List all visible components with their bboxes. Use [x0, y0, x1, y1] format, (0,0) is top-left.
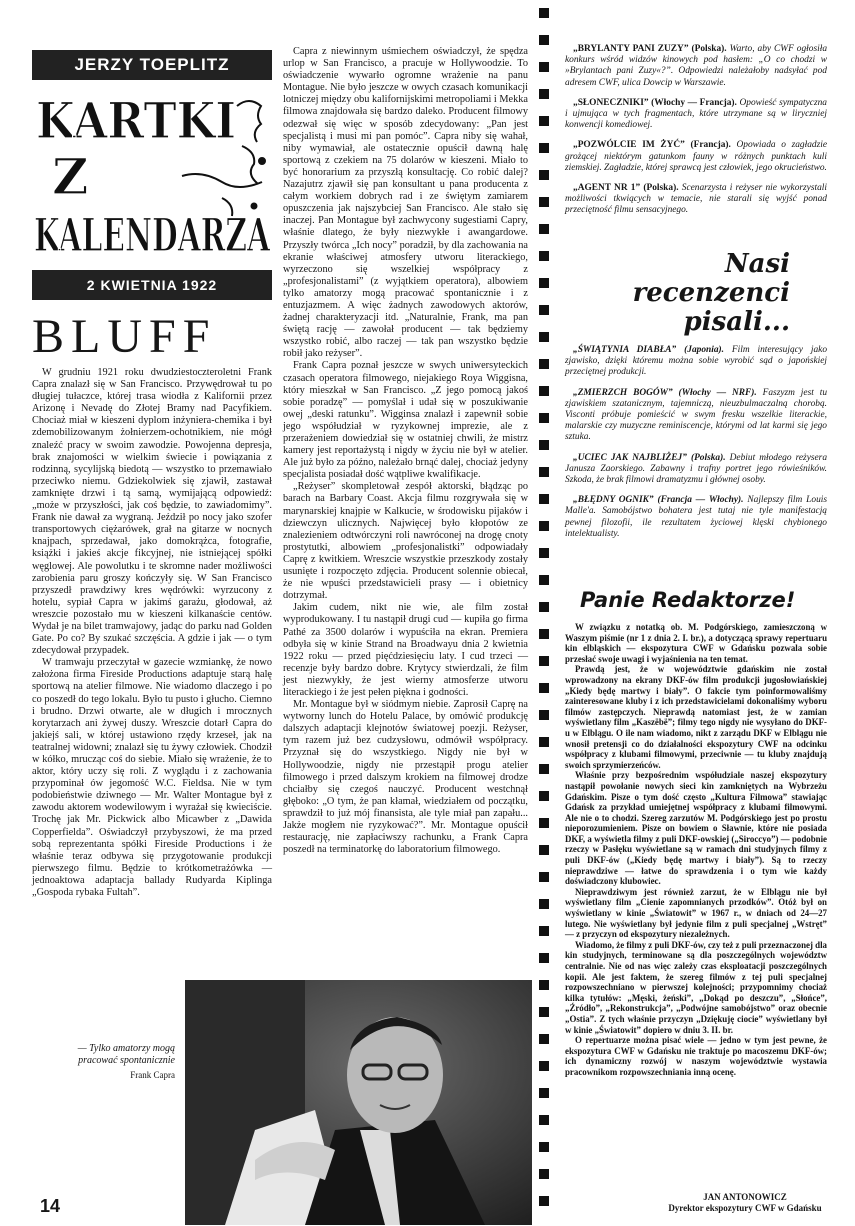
headline: BLUFF — [32, 310, 217, 363]
column-logo — [32, 86, 272, 262]
film-strip-hole — [539, 1169, 549, 1179]
film-strip-hole — [539, 629, 549, 639]
review-text: Warto, aby CWF ogłosiła konkurs wśród widzów kinowych pod hasłem: „O co chodzi w »Brylantach pani Zuzy«?”. Odpowiedzi należałoby nadsyłać pod adresem CWF, ulica Dowcip w Warszawie. — [565, 44, 828, 88]
letter-body — [565, 622, 827, 1078]
reviews-bottom-list — [565, 345, 827, 549]
caption-quote: — Tylko amatorzy mogą pracować spontanicznie — [77, 1043, 175, 1066]
photo-illustration — [185, 980, 532, 1225]
letter-heading: Panie Redaktorze! — [580, 588, 796, 612]
film-strip-hole — [539, 359, 549, 369]
film-strip-hole — [539, 143, 549, 153]
film-strip-hole — [539, 332, 549, 342]
review-title: „SŁONECZNIKI” (Włochy — Francja). — [573, 97, 737, 108]
film-strip-hole — [539, 683, 549, 693]
review-title: „AGENT NR 1” (Polska). — [573, 183, 679, 194]
film-strip-hole — [539, 1034, 549, 1044]
photo-caption — [40, 1043, 175, 1081]
author-byline: JERZY TOEPLITZ — [32, 50, 272, 80]
film-strip-hole — [539, 1007, 549, 1017]
film-strip-hole — [539, 764, 549, 774]
article-paragraph: Frank Capra poznał jeszcze w swych uniwersyteckich czasach operatora filmowego, niejakiego Roya Wiggisna, który mieszkał w San Francisco. „Z jego pomocą jakoś sobie poradzę” — pomyślał i udał się w poszukiwanie owej „deski ratunku”. Wigginsa znalazł i zapewnił sobie jego współudział w ryzykownej imprezie, ale z przerażeniem dowiedział się w ostatniej chwili, że mistrz kamery jest reportażystą i nigdy w życiu nie był w atelier. Ale już było za późno, należało brnąć dalej, chociaż jedyny specjalista posiadał dość wątpliwe kwalifikacje. — [283, 360, 529, 481]
film-strip-hole — [539, 1142, 549, 1152]
review-title: „ZMIERZCH BOGÓW” (Włochy — NRF). — [573, 387, 757, 398]
logo-word-2: Z — [52, 147, 89, 206]
film-strip-hole — [539, 791, 549, 801]
film-strip-hole — [539, 548, 549, 558]
review-item — [565, 183, 827, 217]
letter-paragraph: Prawdą jest, że w województwie gdańskim nie został wprowadzony na ekrany DKF-ów film produkcji jugosłowiańskiej „Kiedy będę martwy i biały”. O fakcie tym poinformowaliśmy zainteresowane kluby i z ich przedstawicielami dokonaliśmy wyboru filmów zastępczych. Nieprawdą natomiast jest, że w zamian wyświetlany film „Kaszëbë”; filmy tego nigdy nie wysyłano do DKF-u w Elblągu. O ile nam wiadomo, nikt z zarządu DKF w Elblągu nie wnosił pretensji co do działalności ekspozytury CWF na odcinku współpracy z klubami filmowymi, przeciwnie — tu kluby znajdują swoich sprzymierzeńców. — [565, 664, 827, 770]
review-title: „BRYLANTY PANI ZUZY” (Polska). — [573, 44, 727, 54]
letter-paragraph: O repertuarze można pisać wiele — jedno w tym jest pewne, że ekspozytura CWF w Gdańsku nie traktuje po macoszemu DKF-ów; ich dynamiczny rozwój w naszym województwie wystawia pracownikom rozpowszechniania inną ocenę. — [565, 1035, 827, 1077]
letter-paragraph: Właśnie przy bezpośrednim współudziale naszej ekspozytury nastąpił powołanie nowych sieci kin zamkniętych na Wybrzeżu Gdańskim. Pisze o tym dość często „Kultura Filmowa” stawiając Gdańsk za przykład umiejętnej współpracy z klubami filmowymi. Ale nie o to chodzi. Szereg zarzutów M. Podgórskiego jest po prostu nieporozumieniem. Pisze on bowiem o Sławnie, które nie posiada DKF, a wyświetla filmy z puli DKF-owskiej („Siroccyo”) — podobnie rzeczy w Pasłęku wyświetlane są w ramach dni studyjnych filmy z puli DKF-ów („Kiedy będę martwy i biały”). Są to rzeczy nieprawdziwe — łatwe do sprawdzenia i o tym wie każdy doświadczony klubowiec. — [565, 770, 827, 887]
letter-paragraph: Nieprawdziwym jest również zarzut, że w Elblągu nie był wyświetlany film „Cienie zapomnianych przodków”. Otóż był on wyświetlany w kinie „Światowit” w 1967 r., w dniach od 24—27 lutego. Nie wyświetlany był jedynie film z puli specjalnej „Wstręt” — z przyczyn od ekspozytury niezależnych. — [565, 886, 827, 940]
article-paragraph: Capra z niewinnym uśmiechem oświadczył, że spędza urlop w San Francisco, a pracuje w Hollywoodzie. To oświadczenie wywarło ogromne wrażenie na panu Montague. Nie było jeszcze w owych czasach komunikacji lotniczej między obu kalifornijskimi metropoliami i Mekka filmowa znajdowała się bardzo daleko. Producent filmowy odezwał się więc w sposób zdecydowany: „Pan jest specjalistą i musi mi pan pomóc”. Capra niby się wahał, niby wymawiał, ale ostatecznie opuścił dawną halę sportową z czekiem na 75 dolarów w kieszeni. Miało to być honorarium za przyszłą konsultację. Co robić dalej? Nazajutrz zjawił się pan konsultant u pana producenta z całym workiem dobrych rad i ze świętym zamiarem opuszczenia jak najszybciej San Francisco. Ale stało się inaczej. Pan Montague był zachwycony sugestiami Capry, właśnie dlatego, że były niezwykłe i awangardowe. Przyszły twórca „Ich nocy” poradził, by dla zachowania na ekranie właściwej atmosfery utworu literackiego, wyrzeczono się wszelkiej współpracy z „profesjonalistami” (z wyjątkiem operatora), albowiem tylko amatorzy mogą pracować spontanicznie i z entuzjazmem. A więc żadnych zawodowych aktorów, żadnej charakteryzacji itd. „Naturalnie, Frank, ma pan świętą rację — zawołał producent — tak będziemy wszystko robić, albo raczej — tak pan wszystko będzie robił jako reżyser”. — [283, 46, 528, 360]
review-title: „POZWÓLCIE IM ŻYĆ” (Francja). — [573, 140, 731, 151]
page-number: 14 — [40, 1196, 61, 1216]
reviews-top-list — [565, 44, 827, 226]
letter-paragraph: W związku z notatką ob. M. Podgórskiego, zamieszczoną w Waszym piśmie (nr 1 z dnia 2. I. br.), a dotyczącą sprawy repertuaru kin elbląskich — ekspozytura CWF w Gdańsku pozwala sobie przesłać swoje uwagi i wyjaśnienia na ten temat. — [565, 622, 827, 664]
reviews-heading-line: recenzenci — [632, 278, 790, 308]
film-strip-hole — [539, 116, 549, 126]
letter-signature — [660, 1192, 830, 1214]
article-paragraph: Jakim cudem, nikt nie wie, ale film został wyprodukowany. I tu nastąpił drugi cud — kupiła go firma Pathé za 3500 dolarów i wypuściła na ekran. Premiera odbyła się w kinie Strand na Broadwayu dnia 2 kwietnia 1922 roku — przed pięćdziesięciu laty. I cud trzeci — recenzje były bardzo dobre. Krytycy stwierdzali, że film jest niezwykły, że jest wierny atmosferze utworu literackiego i że jest pełen piękna i godności. — [283, 602, 528, 698]
letter-paragraph: Wiadomo, że filmy z puli DKF-ów, czy też z puli przeznaczonej dla kin studyjnych, terminowane są dla poszczególnych województw centralnie. Nie od nas więc zależy czas eksploatacji poszczególnych kopii. Ale jest faktem, że szereg filmów z tej puli specjalnej rozpowszechniano w pierwszej kolejności; przypomnimy chociaż kilka tytułów: „Męski, żeński”, „Dokąd po deszczu”, „Słońce”, „Źródło”, „Rekonstrukcja”, „Podwójne samobójstwo” oraz obecnie „Ostia”. Z tych właśnie przyczyn „Dziękuję ciocie” wyświetlany był w kinie „Światowit” dopiero w dniu 3. II. br. — [565, 939, 827, 1035]
film-strip-hole — [539, 1196, 549, 1206]
review-title: „ŚWIĄTYNIA DIABŁA” (Japonia). — [573, 345, 724, 355]
article-paragraph: Mr. Montague był w siódmym niebie. Zaprosił Caprę na wytworny lunch do Hotelu Palace, by omówić produkcję dalszych adaptacji klejnotów światowej poezji. Reżyser, tym razem już bez cudzysłowu, odmówił współpracy. Przyznał się do wszystkiego. Nigdy nie był w Hollywoodzie, nigdy nie przestąpił progu atelier filmowego i przed dalszym krokiem na filmowej drodze chciałby się czegoś nauczyć. Producent westchnął głęboko: „O tym, że pan kłamał, wiedziałem od początku, sprawdził to już mój finansista, ale tyle miał pan zapału... Jakże mogłem nie ryzykować?”. Mr. Montague opuścił restaurację, nie zapłaciwszy rachunku, a Frank Capra poszedł na terminatorkę do laboratorium filmowego. — [283, 699, 528, 856]
review-title: „BŁĘDNY OGNIK” (Francja — Włochy). — [573, 495, 744, 506]
reviews-heading-line: Nasi — [724, 249, 790, 279]
film-strip-hole — [539, 170, 549, 180]
logo-word-3: KALENDARZA — [34, 208, 271, 262]
article-paragraph: „Reżyser” skompletował zespół aktorski, błądząc po barach na Barbary Coast. Akcja filmu rozgrywała się w marynarskiej knajpie w Kalkucie, w środowisku pijaków i dziewczyn ulicznych. Najwięcej było kłopotów ze znalezieniem odtwórczyni roli nawróconej na drogę cnoty prostytutki, albowiem „profesjonalistki” odpowiadały Caprę z kwitkiem. Wreszcie wszystkie przeszkody zostały usunięte i rozpoczęto zdjęcia. Producent solennie obiecał, że nie wpuści przedstawicieli prasy — i obietnicy dotrzymał. — [283, 481, 528, 602]
signature-name: JAN ANTONOWICZ — [703, 1192, 787, 1202]
date-banner: 2 KWIETNIA 1922 — [32, 270, 272, 300]
reviews-heading — [600, 250, 790, 337]
photo-frank-capra — [185, 980, 532, 1225]
review-item — [565, 345, 827, 379]
article-column-1 — [32, 367, 272, 899]
review-item — [565, 98, 827, 132]
film-strip-hole — [539, 710, 549, 720]
film-strip-hole — [539, 656, 549, 666]
film-strip-hole — [539, 575, 549, 585]
review-item — [565, 453, 827, 487]
review-item — [565, 495, 827, 540]
review-text: Najlepszy film Louis Malle'a. Samobójstwo bohatera jest tutaj nie tyle manifestacją pewnej filozofii, ile rezultatem życiowej klęski chybionego intelektualisty. — [565, 495, 828, 539]
review-text: Debiut młodego reżysera Janusza Zaorskiego. Zabawny i trafny portret jego rówieśników. Szkoda, że brak filmowi dramatyzmu i głównej osoby. — [565, 452, 828, 486]
logo-word-1: KARTKI — [36, 91, 236, 150]
article-paragraph: W tramwaju przeczytał w gazecie wzmiankę, że nowo założona firma Fireside Productions adaptuje starą halę sportową na atelier filmowe. Nie wiadomo dlaczego i po co poszedł do tego lokalu. Było tu pusto i głucho. Ciemno i brudno. Drzwi otwarte, ale w długich i mrocznych korytarzach ani żywej duszy. Wreszcie dotarł Capra do jakiejś sali, w której ustawiono rzędy krzeseł, jak na teatralnej widowni; znalazł się tu żywy człowiek. Chodził w kółko, mrucząc coś do siebie. Miało się wrażenie, że to aktor, który uczy się roli. Z wyglądu i z zachowania przypominał ów jegomość W.C. Fieldsa. Nie w tym podobieństwie dziwnego — Mr. Walter Montague był z zawodu aktorem wodewilowym i wyrażał się kwieciście. Trochę jak Mr. Pickwick albo Micawber z „Dawida Copperfielda”. Oświadczył przybyszowi, że ma przed sobą reprezentanta spółki Fireside Productions i że właśnie teraz odbywa się przygotowanie produkcji pierwszego filmu. Będzie to krótkometrażówka — jednoaktowa adaptacja ballady Rudyarda Kiplinga „Gospoda rybaka Fultah”. — [32, 657, 272, 899]
film-strip-hole — [539, 440, 549, 450]
film-strip-hole — [539, 197, 549, 207]
film-strip-hole — [539, 953, 549, 963]
film-strip-hole — [539, 413, 549, 423]
film-strip-hole — [539, 1088, 549, 1098]
review-title: „UCIEC JAK NAJBLIŻEJ” (Polska). — [573, 452, 726, 463]
film-strip-hole — [539, 386, 549, 396]
review-text: Opowieść sympatyczna i ujmująca w tych fragmentach, które utrzymane są w liryczniej konwencji komediowej. — [565, 97, 827, 131]
film-strip-hole — [539, 899, 549, 909]
film-strip-hole — [539, 35, 549, 45]
film-strip-hole — [539, 494, 549, 504]
article-paragraph: W grudniu 1921 roku dwudziestoczteroletni Frank Capra znalazł się w San Francisco. Przywędrował tu po długiej tułaczce, której trasa wiodła z Kalifornii przez Arizonę i Nevadę do Złotej Bramy nad Pacyfikiem. Chociaż miał w kieszeni dyplom inżyniera-chemika i był zdemobilizowanym żołnierzem-ochotnikiem, nie mógł znaleźć pracy w swoim zawodzie. Powojenna depresja, brak znajomości w wielkim świecie i powiązania z rodzinną, sycylijską biedotą — wszystko to przemawiało przeciwko niemu. Gdziekolwiek się zjawił, zastawał zamknięte drzwi i tą samą, wymijającą odpowiedź: „może w przyszłości, jak coś będzie, to zawiadomimy”. Frank nie dawał za wygraną. Jeździł po nocy jako szofer transportowych ciężarówek, grał na gitarze w nocnych knajpach, sprzedawał, jako domokrążca, fotografie, książki i jakieś akcje fikcyjnej, nie istniejącej spółki węglowej. Ale powolutku i te skromne nader możliwości zarobienia paru groszy kończyły się. W San Francisco przyszedł prawdziwy kres wędrówki: wyrzucony z hotelu, sypiał Capra w jakimś garażu, głodował, aż wreszcie pozostało mu w kieszeni kilkanaście centów. Wydał je na bilet tramwajowy, jadąc do parku nad Golden Gate. Po co? By szukać szczęścia. A gdzie i jak — o tym zdecydował przypadek. — [32, 367, 272, 657]
review-text: Scenarzysta i reżyser nie wykorzystali możliwości tkwiących w temacie, nie starali się wyjść ponad przeciętność filmu sensacyjnego. — [565, 183, 827, 216]
film-strip-hole — [539, 845, 549, 855]
review-text: Opowiada o zagładzie grożącej niektórym gatunkom fauny w różnych punktach kuli ziemskiej. Zagładzie, której sprawcą jest człowiek, jego okrucieństwo. — [565, 140, 827, 173]
film-strip-hole — [539, 278, 549, 288]
film-strip-divider — [536, 0, 552, 1226]
review-text: Film interesujący jako zjawisko, dzięki któremu można sobie wyrobić sąd o japońskiej przeciętnej produkcji. — [565, 345, 828, 378]
reviews-heading-line: pisali... — [683, 307, 790, 337]
film-strip-hole — [539, 980, 549, 990]
caption-author: Frank Capra — [130, 1070, 175, 1080]
film-strip-hole — [539, 926, 549, 936]
film-strip-hole — [539, 251, 549, 261]
review-item — [565, 44, 827, 89]
film-strip-hole — [539, 8, 549, 18]
film-strip-hole — [539, 62, 549, 72]
film-strip-hole — [539, 89, 549, 99]
review-item — [565, 388, 827, 444]
film-strip-hole — [539, 224, 549, 234]
review-item — [565, 140, 827, 174]
film-strip-hole — [539, 602, 549, 612]
film-strip-hole — [539, 521, 549, 531]
film-strip-hole — [539, 467, 549, 477]
signature-role: Dyrektor ekspozytury CWF w Gdańsku — [668, 1203, 822, 1213]
film-strip-hole — [539, 305, 549, 315]
film-strip-hole — [539, 818, 549, 828]
review-text: Faszyzm jest tu zjawiskiem szatanicznym, tajemniczą, nieuzbulmaczalną chorobą. Visconti próbuje pomieścić w swym fresku wszelkie literackie, malarskie czy muzyczne reminiscencje, którymi od lat karmi się jego sztuka. — [565, 387, 828, 443]
film-strip-hole — [539, 872, 549, 882]
film-strip-hole — [539, 1115, 549, 1125]
film-strip-hole — [539, 1061, 549, 1071]
article-column-2 — [283, 46, 528, 856]
film-strip-hole — [539, 737, 549, 747]
